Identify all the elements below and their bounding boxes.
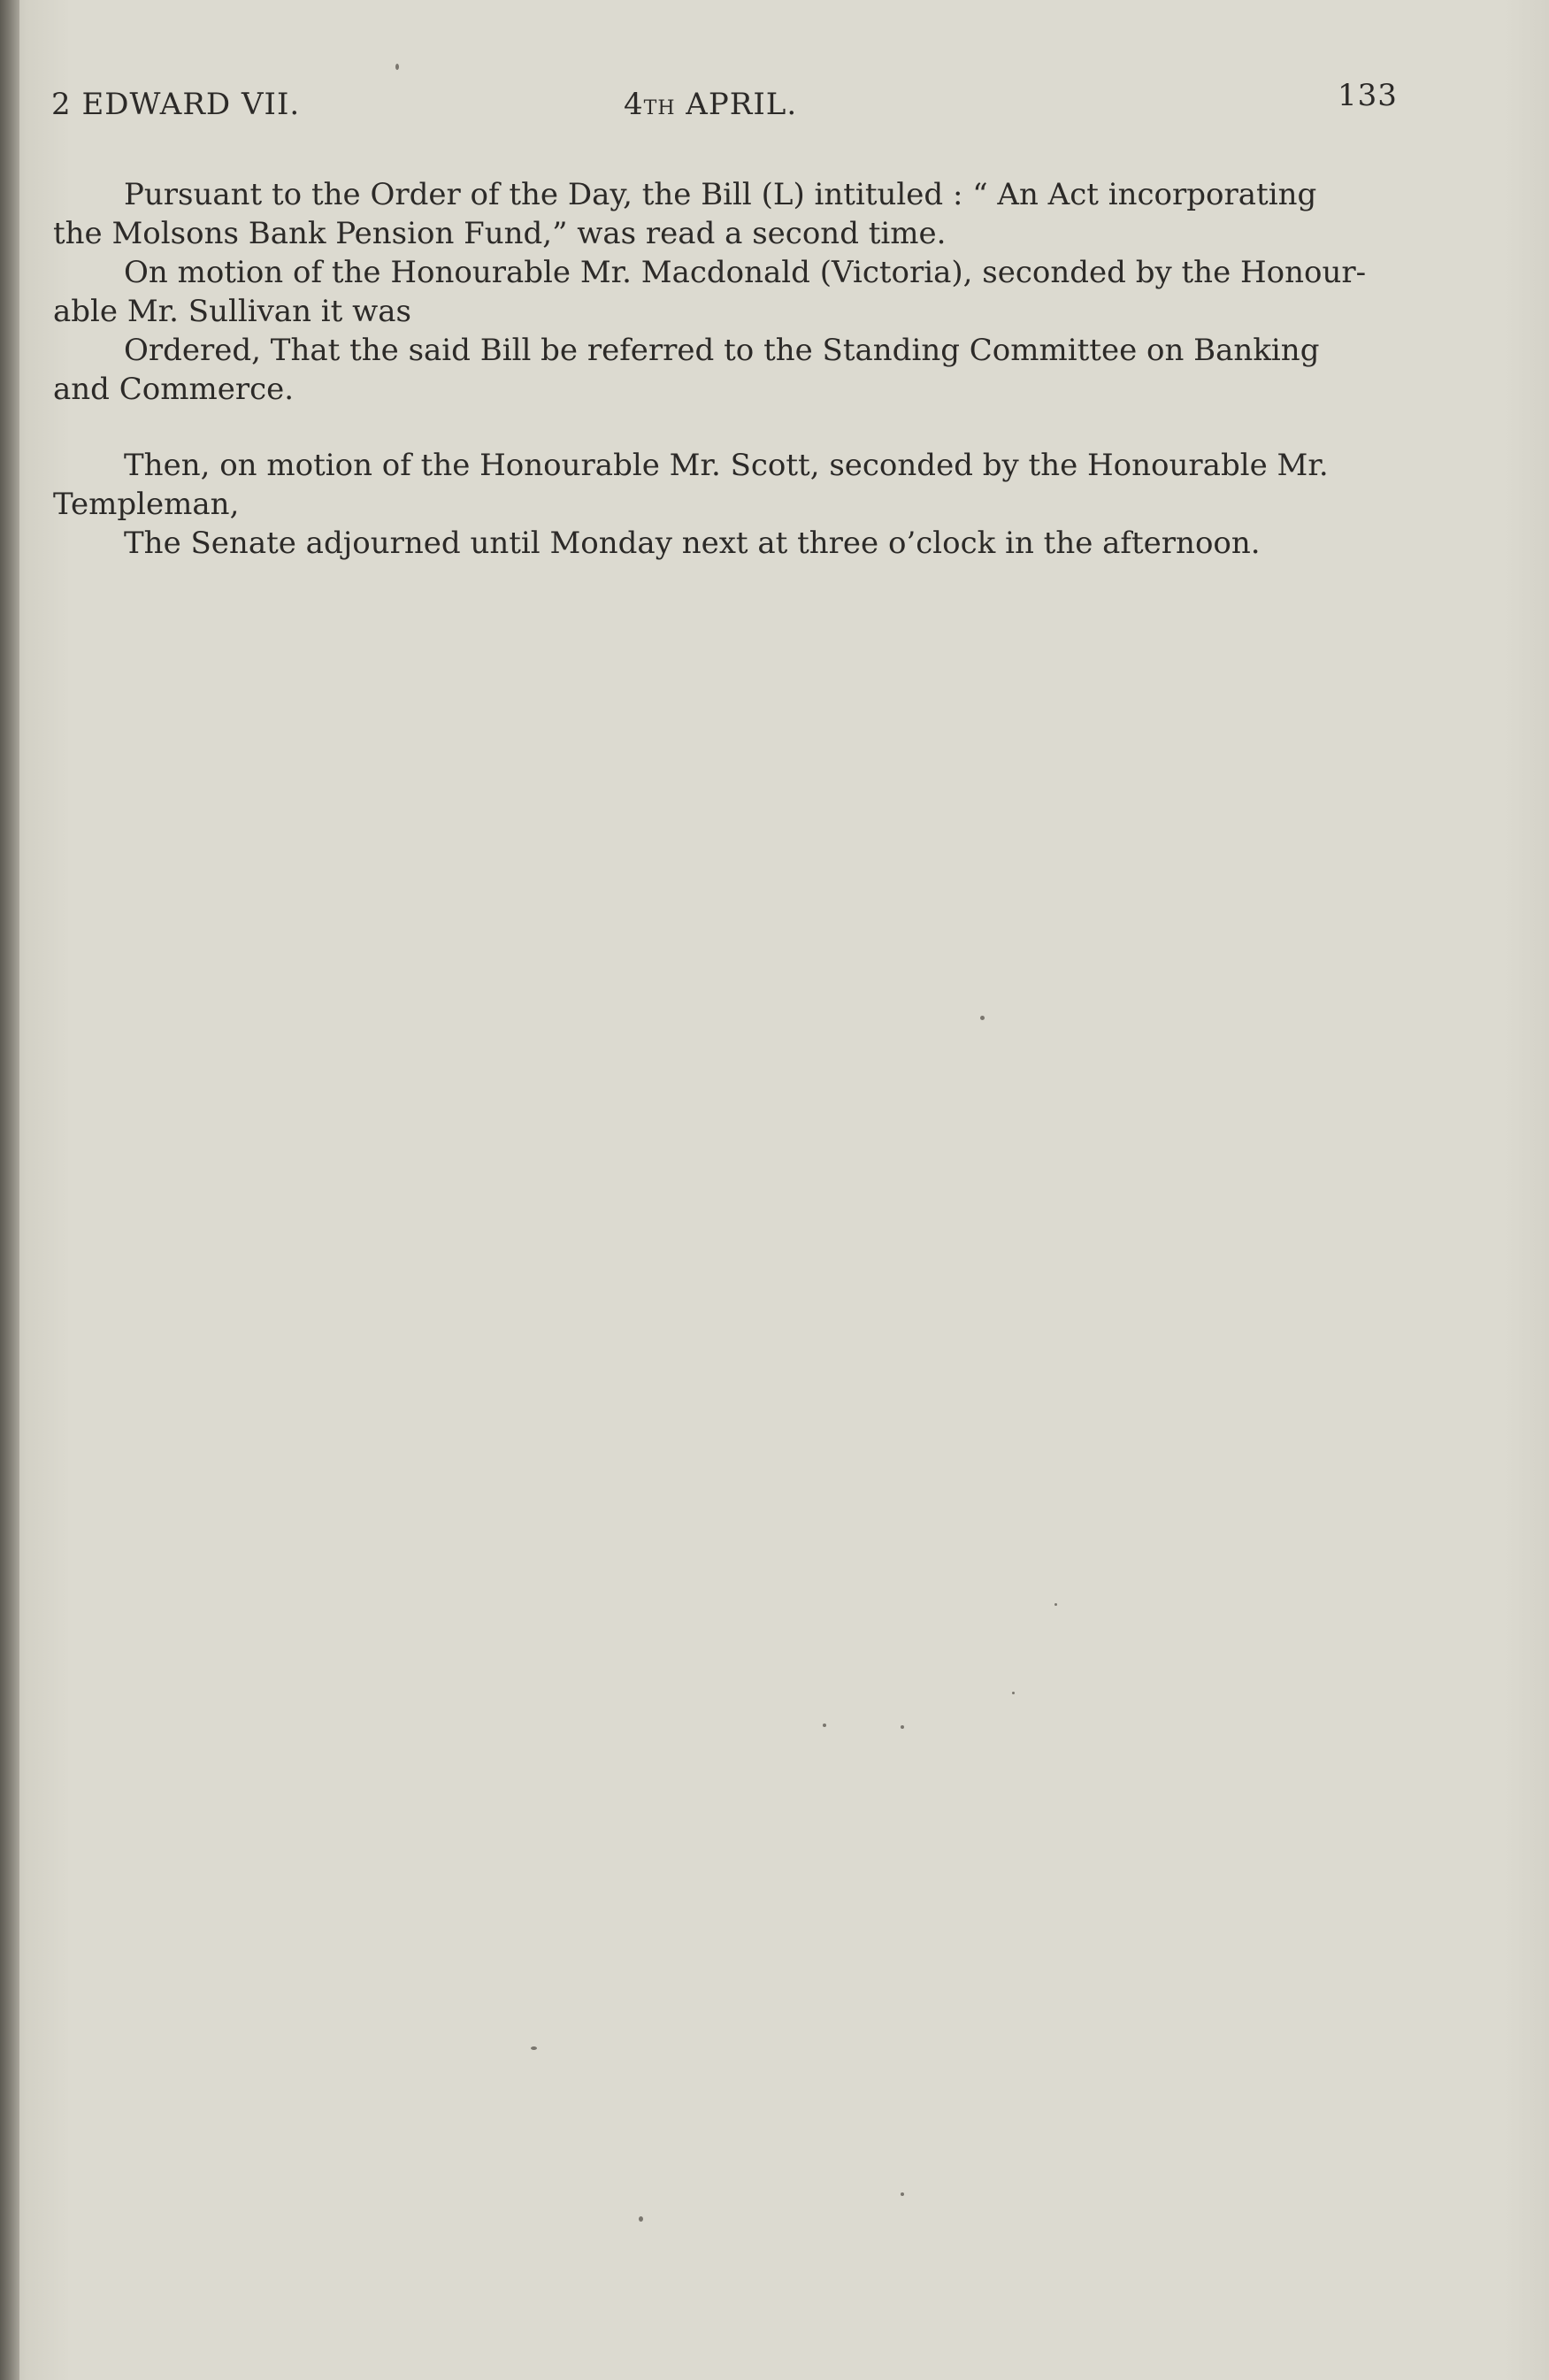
paper-speck: [1012, 1692, 1015, 1694]
paper-speck: [823, 1724, 826, 1727]
header-session: 2 EDWARD VII.: [51, 87, 301, 122]
para4-line1: Then, on motion of the Honourable Mr. Scott, seconded by the Honourable Mr.: [124, 448, 1329, 483]
paper-speck: [639, 2216, 643, 2222]
page-number: 133: [1338, 78, 1398, 113]
para3-line2: and Commerce.: [53, 372, 295, 407]
paper-speck: [980, 1016, 985, 1020]
paper-speck: [901, 1725, 904, 1729]
paper-speck: [901, 2192, 904, 2196]
header-day-number: 4: [624, 87, 644, 122]
paper-speck: [531, 2046, 537, 2050]
binding-edge: [0, 0, 19, 2380]
journal-text: [53, 175, 1398, 563]
para3-line1: Ordered, That the said Bill be referred to the Standing Committee on Banking: [124, 333, 1320, 368]
paper-speck: [1054, 1603, 1057, 1606]
header-day-suffix: TH: [643, 97, 676, 119]
para4-line2: Templeman,: [53, 487, 240, 522]
para2-line1: On motion of the Honourable Mr. Macdonald (Victoria), seconded by the Honour-: [124, 255, 1367, 290]
para1-line1: Pursuant to the Order of the Day, the Bill (L) intituled : “ An Act incorporating: [124, 177, 1317, 212]
para5-line1: The Senate adjourned until Monday next at three o’clock in the afternoon.: [124, 526, 1261, 561]
page-header: [0, 78, 1549, 122]
header-date: [624, 87, 797, 122]
header-month: APRIL.: [675, 87, 798, 122]
para2-line2: able Mr. Sullivan it was: [53, 294, 411, 329]
paragraph-gap: [53, 409, 1398, 446]
para1-line2: the Molsons Bank Pension Fund,” was read a second time.: [53, 216, 947, 251]
paper-speck: [395, 64, 399, 70]
